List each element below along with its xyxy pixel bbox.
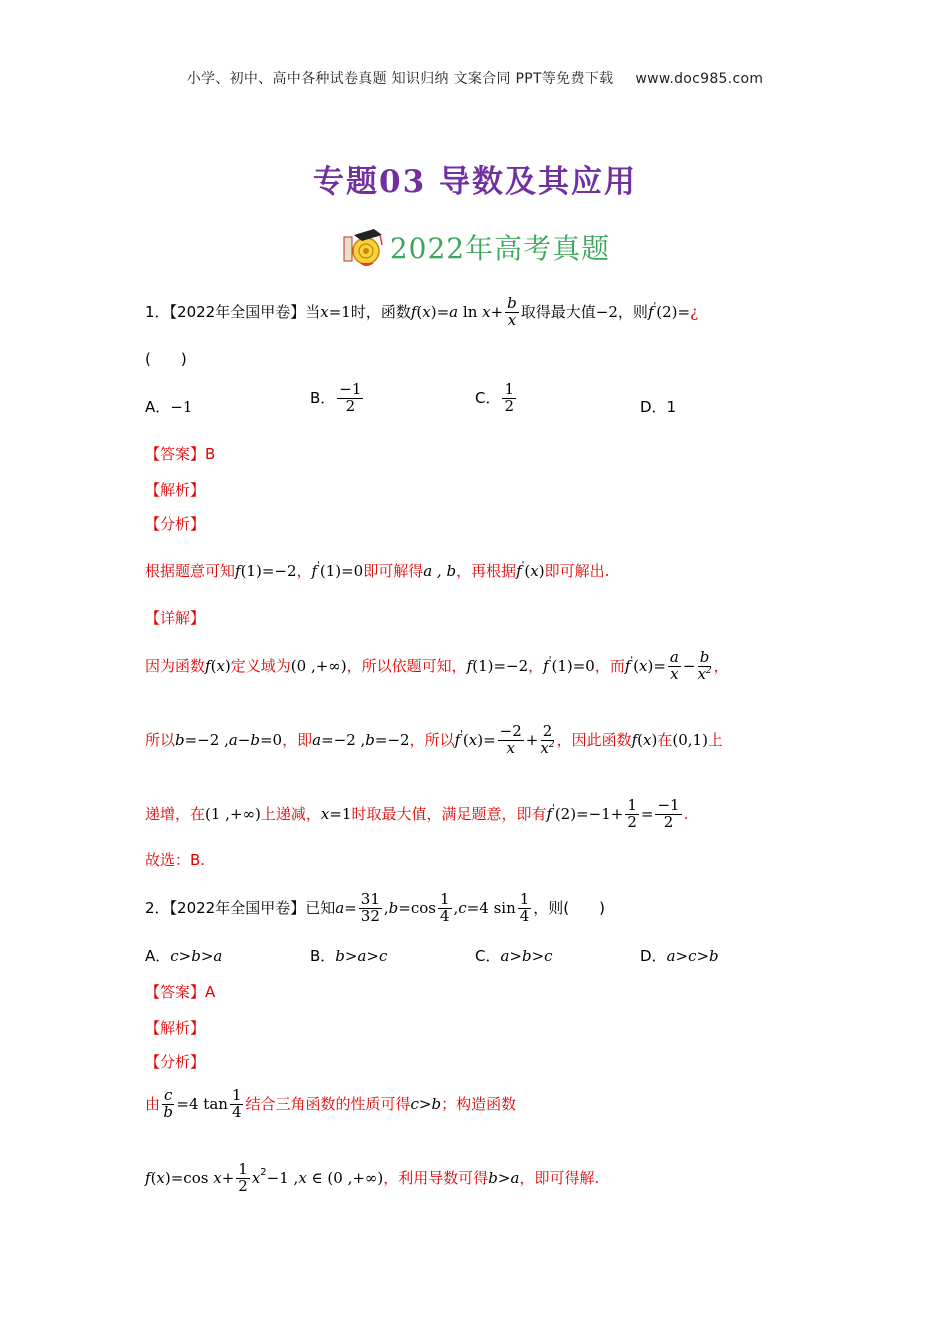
q1-analysis-label: 【解析】 (145, 481, 206, 499)
page-title (0, 156, 950, 201)
q1-answer: 【答案】B (145, 445, 216, 463)
title-number: 03 (379, 164, 427, 200)
q2-fenxi-label: 【分析】 (145, 1053, 206, 1071)
title-prefix: 专题 (313, 164, 380, 200)
q2-answer: 【答案】A (145, 983, 216, 1001)
banner-text: 2022年高考真题 (389, 232, 611, 265)
q2-option-c[interactable]: C．a>b>c (475, 947, 553, 965)
q2-fenxi-line1: 由 $\frac{c}{b}$ =4 tan $\frac{1}{4}$ 结合三角函数的性质可得c>b；构造函数 (145, 1086, 517, 1121)
q1-option-d[interactable]: D．1 (640, 398, 677, 416)
q2-option-b[interactable]: B．b>a>c (310, 947, 388, 965)
header-url[interactable]: www.doc985.com (635, 71, 764, 87)
q1-detail-line3: 递增，在(1 ,+∞)上递减，x=1时取最大值，满足题意，即有f'(2)=−1+ $\frac{1}{2}$ = $\frac{-1}{2}$ . (145, 796, 689, 831)
site-header (0, 68, 950, 88)
q1-option-a[interactable]: A．−1 (145, 398, 193, 416)
q1-fenxi-text: 根据题意可知f(1)=−2，f'(1)=0即可解得a , b，再根据f'(x)即可解出. (145, 560, 610, 580)
q1-detail-line2: 所以b=−2 ,a−b=0，即a=−2 ,b=−2，所以f'(x)= $\frac{-2}{x}$ + $\frac{2}{x^2}$ ，因此函数f(x)在(0,1)上 (145, 722, 723, 757)
q2-fenxi-line2: f(x)=cos x+ $\frac{1}{2}$ $x^2-1$ ,x ∈ (0 ,+∞)，利用导数可得b>a，即可得解. (145, 1160, 600, 1195)
q2-analysis-label: 【解析】 (145, 1019, 206, 1037)
q1-fenxi-label: 【分析】 (145, 515, 206, 533)
q1-stem: 1．【2022年全国甲卷】当x=1时，函数f(x)=a ln x+ $\frac{b}{x}$ 取得最大值−2，则f'(2)=¿ (145, 294, 699, 329)
q2-option-d[interactable]: D．a>c>b (640, 947, 719, 965)
graduate-mascot-icon (340, 223, 388, 271)
q1-detail-line1: 因为函数f(x)定义域为(0 ,+∞)，所以依题可知，f(1)=−2，f'(1)=0，而f'(x)= $\frac{a}{x}$ − $\frac{b}{x^2}$ ， (145, 648, 729, 683)
q1-conclusion: 故选：B. (145, 851, 206, 869)
title-suffix: 导数及其应用 (438, 164, 637, 200)
q2-option-a[interactable]: A．c>b>a (145, 947, 223, 965)
q1-detail-label: 【详解】 (145, 609, 206, 627)
q1-option-b[interactable]: B． $\frac{-1}{2}$ (310, 380, 362, 415)
banner (0, 222, 950, 272)
q1-option-c[interactable]: C． $\frac{1}{2}$ (475, 380, 515, 415)
header-text: 小学、初中、高中各种试卷真题 知识归纳 文案合同 PPT等免费下载 (186, 71, 614, 87)
q1-paren: ( ) (145, 350, 187, 368)
q2-stem: 2．【2022年全国甲卷】已知a= $\frac{31}{32}$ ,b=cos $\frac{1}{4}$ ,c=4 sin $\frac{1}{4}$ ，则( ) (145, 890, 606, 925)
